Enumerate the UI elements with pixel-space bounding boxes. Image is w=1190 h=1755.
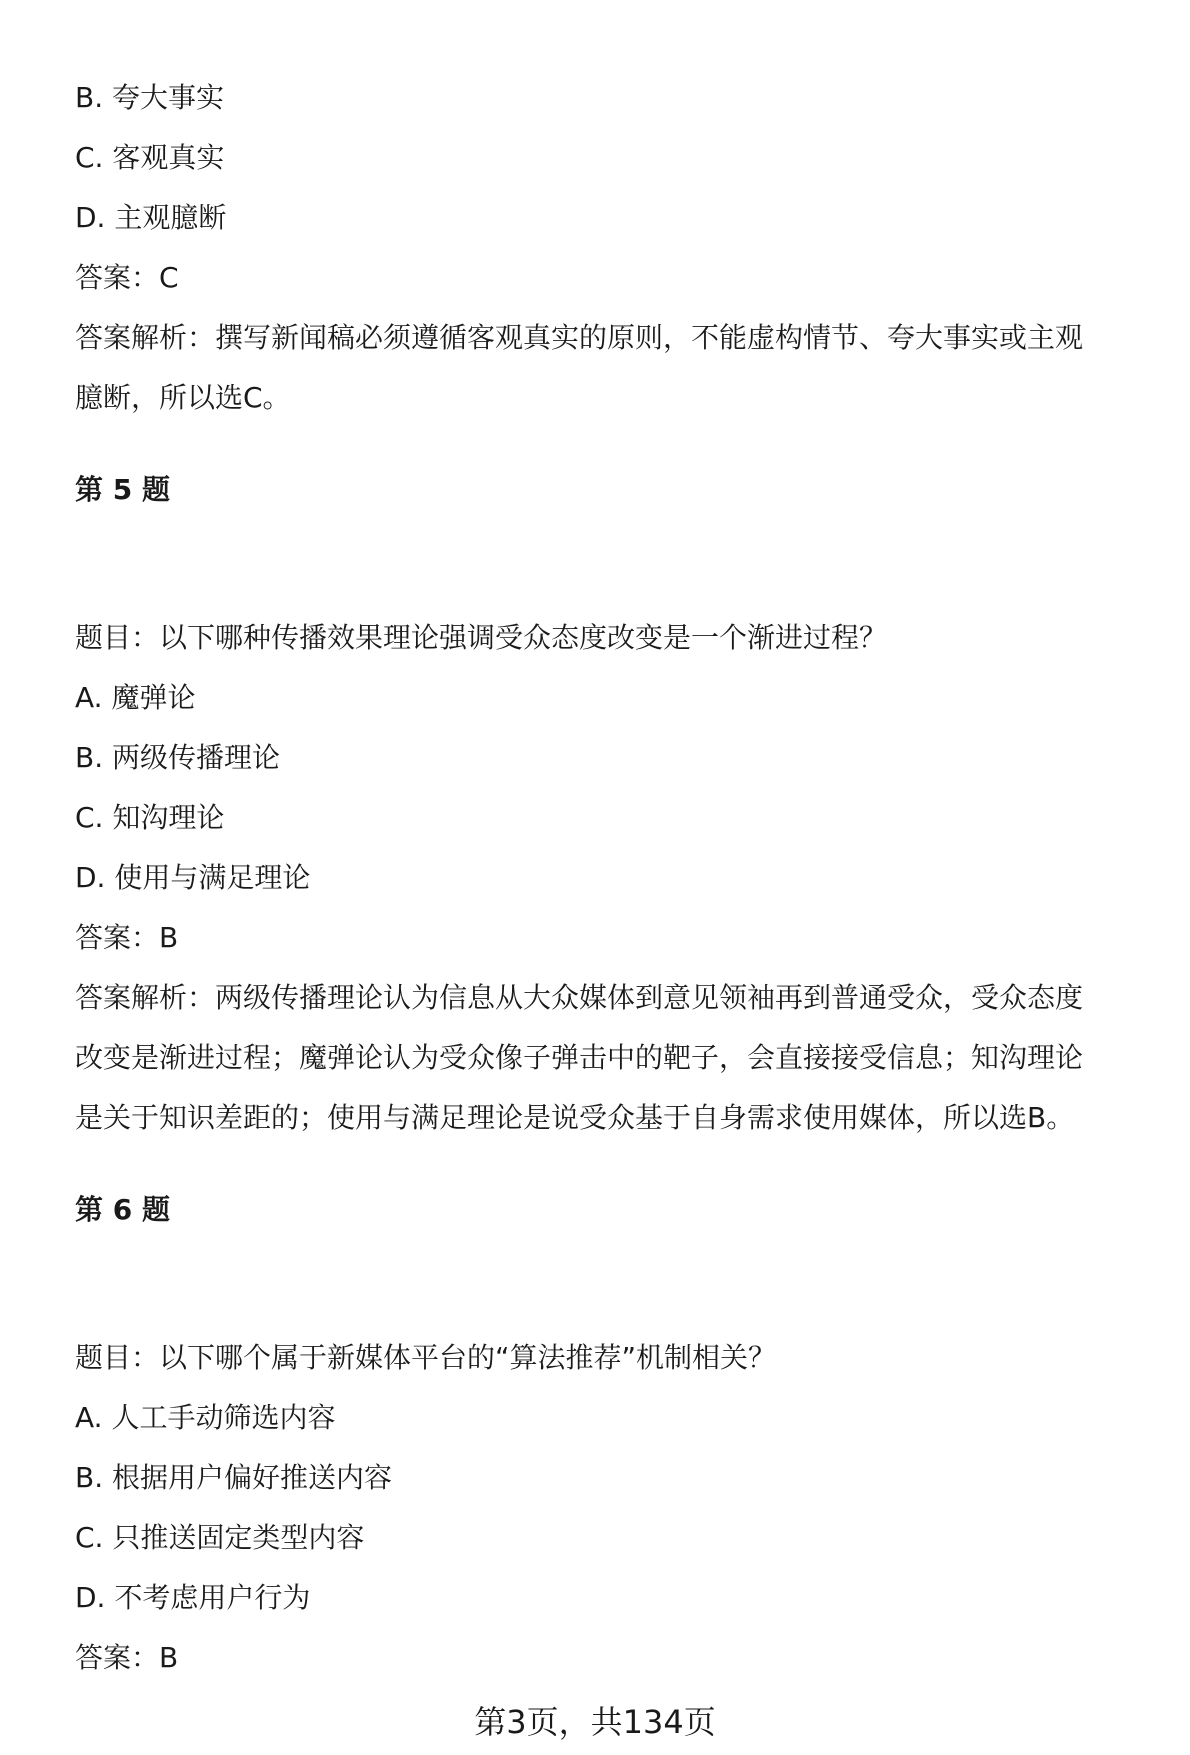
- question-5-option-b: B. 两级传播理论: [75, 741, 281, 774]
- question-6-option-c: C. 只推送固定类型内容: [75, 1521, 365, 1554]
- question-5-option-a: A. 魔弹论: [75, 681, 196, 714]
- question-6-option-d: D. 不考虑用户行为: [75, 1581, 311, 1614]
- question-5-explanation-line-1: 答案解析：两级传播理论认为信息从大众媒体到意见领袖再到普通受众，受众态度: [75, 981, 1084, 1014]
- question-6-option-b: B. 根据用户偏好推送内容: [75, 1461, 393, 1494]
- prev-answer: 答案：C: [75, 261, 179, 294]
- prev-explanation-line-1: 答案解析：撰写新闻稿必须遵循客观真实的原则，不能虚构情节、夸大事实或主观: [75, 321, 1084, 354]
- question-5-heading: 第 5 题: [75, 473, 170, 506]
- question-5-explanation-line-3: 是关于知识差距的；使用与满足理论是说受众基于自身需求使用媒体，所以选B。: [75, 1101, 1075, 1134]
- question-6-option-a: A. 人工手动筛选内容: [75, 1401, 336, 1434]
- question-5-option-c: C. 知沟理论: [75, 801, 225, 834]
- prev-option-c: C. 客观真实: [75, 141, 225, 174]
- question-5-stem: 题目：以下哪种传播效果理论强调受众态度改变是一个渐进过程？: [75, 621, 888, 654]
- question-5-answer: 答案：B: [75, 921, 179, 954]
- question-6-answer: 答案：B: [75, 1641, 179, 1674]
- prev-option-d: D. 主观臆断: [75, 201, 227, 234]
- prev-option-b: B. 夸大事实: [75, 81, 225, 114]
- question-5-option-d: D. 使用与满足理论: [75, 861, 311, 894]
- question-6-stem: 题目：以下哪个属于新媒体平台的“算法推荐”机制相关？: [75, 1341, 777, 1374]
- page-number-footer: 第3页，共134页: [474, 1703, 716, 1741]
- prev-explanation-line-2: 臆断，所以选C。: [75, 381, 291, 414]
- question-6-heading: 第 6 题: [75, 1193, 170, 1226]
- question-5-explanation-line-2: 改变是渐进过程；魔弹论认为受众像子弹击中的靶子，会直接接受信息；知沟理论: [75, 1041, 1084, 1074]
